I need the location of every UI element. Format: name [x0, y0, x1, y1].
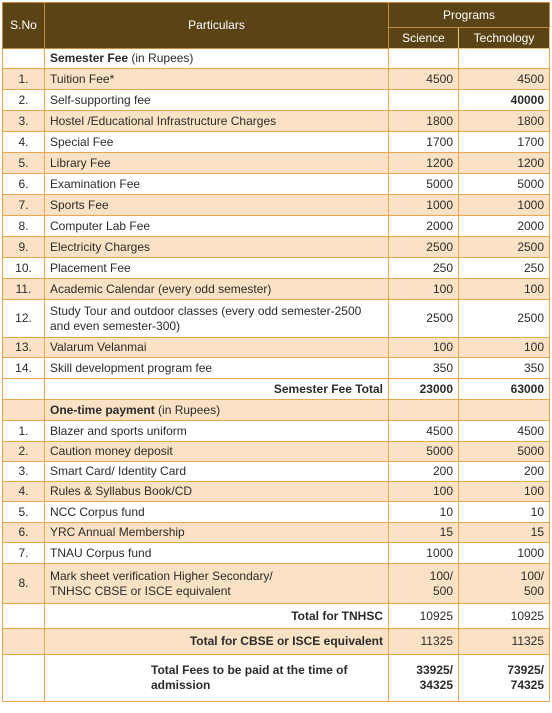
row-technology-value: 5000 [459, 174, 550, 195]
header-particulars: Particulars [45, 3, 389, 49]
table-row [3, 358, 550, 379]
row-sno: 10. [3, 258, 45, 279]
row-sno: 4. [3, 482, 45, 502]
tnhsc-total-label: Total for TNHSC [45, 604, 389, 629]
table-row [3, 111, 550, 132]
row-science-value: 5000 [389, 442, 459, 462]
table-row [3, 153, 550, 174]
row8-technology-line2: 500 [523, 583, 545, 598]
row-technology-value: 100 [459, 338, 550, 358]
row-particular: Examination Fee [45, 174, 389, 195]
row-particular: Rules & Syllabus Book/CD [45, 482, 389, 502]
row-particular: Computer Lab Fee [45, 216, 389, 237]
empty-cell [3, 629, 45, 655]
final-total-row [3, 655, 550, 702]
row-particular: NCC Corpus fund [45, 502, 389, 523]
row-particular: Special Fee [45, 132, 389, 153]
header-sno: S.No [3, 3, 45, 49]
header-programs: Programs [389, 3, 550, 28]
row-science-value: 1800 [389, 111, 459, 132]
row-technology-value: 1000 [459, 195, 550, 216]
semester-unit: (in Rupees) [131, 51, 194, 65]
row-sno: 6. [3, 523, 45, 543]
onetime-unit: (in Rupees) [158, 402, 221, 417]
row8-technology-line1: 100/ [520, 568, 545, 583]
table-row [3, 174, 550, 195]
row-sno: 9. [3, 237, 45, 258]
row-science-value: 2000 [389, 216, 459, 237]
row-sno: 2. [3, 442, 45, 462]
table-row [3, 195, 550, 216]
row-particular: Valarum Velanmai [45, 338, 389, 358]
row-sno: 6. [3, 174, 45, 195]
empty-cell [459, 400, 550, 421]
semester-section-title [45, 49, 389, 69]
row-particular: Hostel /Educational Infrastructure Charges [45, 111, 389, 132]
row-science-value: 100 [389, 338, 459, 358]
tnhsc-total-technology: 10925 [459, 604, 550, 629]
final-total-technology [459, 655, 550, 702]
row-technology-value: 100 [459, 482, 550, 502]
empty-cell [3, 604, 45, 629]
table-row [3, 523, 550, 543]
row-science-value: 100 [389, 482, 459, 502]
semester-section-header [3, 49, 550, 69]
row-science-value: 2500 [389, 300, 459, 338]
row8-line1: Mark sheet verification Higher Secondary/ [50, 568, 273, 583]
table-row [3, 421, 550, 442]
final-technology-line2: 74325 [510, 678, 545, 692]
final-total-label [45, 655, 389, 702]
row-sno: 1. [3, 421, 45, 442]
row-technology-value: 1800 [459, 111, 550, 132]
row-particular [45, 564, 389, 604]
fee-structure-table [2, 2, 550, 702]
final-technology-line1: 73925/ [507, 663, 545, 677]
row-science-value: 250 [389, 258, 459, 279]
row-science-value: 200 [389, 462, 459, 482]
table-row [3, 132, 550, 153]
table-row [3, 482, 550, 502]
row-technology-value: 1200 [459, 153, 550, 174]
row-technology-value: 4500 [459, 421, 550, 442]
row-particular: Self-supporting fee [45, 90, 389, 111]
row-science-value: 15 [389, 523, 459, 543]
table-row [3, 462, 550, 482]
row-technology-value: 10 [459, 502, 550, 523]
row-sno: 8. [3, 564, 45, 604]
row-sno: 11. [3, 279, 45, 300]
row-particular: Electricity Charges [45, 237, 389, 258]
tnhsc-total-row [3, 604, 550, 629]
header-technology: Technology [459, 28, 550, 49]
onetime-title: One-time payment [50, 402, 155, 417]
row-particular: Placement Fee [45, 258, 389, 279]
empty-cell [389, 49, 459, 69]
row-science-value: 5000 [389, 174, 459, 195]
table-row [3, 237, 550, 258]
row-technology-value: 250 [459, 258, 550, 279]
table-row [3, 564, 550, 604]
row-technology-value [459, 564, 550, 604]
row-science-value: 10 [389, 502, 459, 523]
header-science: Science [389, 28, 459, 49]
semester-total-row [3, 379, 550, 400]
row-particular: YRC Annual Membership [45, 523, 389, 543]
final-label-line2: admission [151, 678, 211, 692]
row-particular: TNAU Corpus fund [45, 543, 389, 564]
table-row [3, 543, 550, 564]
semester-title: Semester Fee [50, 51, 129, 65]
table-row [3, 69, 550, 90]
row-science-value: 4500 [389, 69, 459, 90]
row-sno: 2. [3, 90, 45, 111]
final-science-line1: 33925/ [416, 663, 453, 677]
row-sno: 5. [3, 502, 45, 523]
empty-cell [459, 49, 550, 69]
semester-total-technology: 63000 [459, 379, 550, 400]
row-technology-value: 15 [459, 523, 550, 543]
row-technology-value: 4500 [459, 69, 550, 90]
row-sno: 7. [3, 543, 45, 564]
row-particular: Smart Card/ Identity Card [45, 462, 389, 482]
empty-cell [3, 655, 45, 702]
row-particular: Library Fee [45, 153, 389, 174]
cbse-total-technology: 11325 [459, 629, 550, 655]
semester-total-science: 23000 [389, 379, 459, 400]
row-sno: 13. [3, 338, 45, 358]
row-science-value: 1000 [389, 543, 459, 564]
cbse-total-row [3, 629, 550, 655]
row-science-value: 2500 [389, 237, 459, 258]
row-technology-value: 1000 [459, 543, 550, 564]
row-science-value: 1000 [389, 195, 459, 216]
row-sno: 8. [3, 216, 45, 237]
row-sno: 12. [3, 300, 45, 338]
row8-science-line2: 500 [432, 583, 453, 598]
tnhsc-total-science: 10925 [389, 604, 459, 629]
row-technology-value: 100 [459, 279, 550, 300]
row8-line2: TNHSC CBSE or ISCE equivalent [50, 583, 231, 598]
table-row [3, 502, 550, 523]
table-row [3, 216, 550, 237]
table-row [3, 338, 550, 358]
row-sno: 5. [3, 153, 45, 174]
row-science-value [389, 90, 459, 111]
row-sno: 3. [3, 111, 45, 132]
onetime-section-header [3, 400, 550, 421]
final-label-line1: Total Fees to be paid at the time of [151, 663, 348, 677]
row-particular: Study Tour and outdoor classes (every odd semester-2500 and even semester-300) [45, 300, 389, 338]
row-technology-value: 5000 [459, 442, 550, 462]
row-science-value: 1700 [389, 132, 459, 153]
table-row [3, 258, 550, 279]
row-technology-value: 2500 [459, 300, 550, 338]
row-particular: Sports Fee [45, 195, 389, 216]
onetime-section-title [45, 400, 389, 421]
empty-cell [389, 400, 459, 421]
row-sno: 7. [3, 195, 45, 216]
row-science-value: 4500 [389, 421, 459, 442]
row-technology-value: 1700 [459, 132, 550, 153]
row-particular: Tuition Fee* [45, 69, 389, 90]
fee-structure-table-wrapper [2, 2, 550, 702]
table-row [3, 279, 550, 300]
row-science-value: 350 [389, 358, 459, 379]
row-particular: Caution money deposit [45, 442, 389, 462]
row-particular: Blazer and sports uniform [45, 421, 389, 442]
row-science-value: 100 [389, 279, 459, 300]
table-row [3, 300, 550, 338]
row-technology-value: 2500 [459, 237, 550, 258]
row-sno: 4. [3, 132, 45, 153]
section-sno-empty [3, 49, 45, 69]
row-sno: 14. [3, 358, 45, 379]
row-technology-value: 200 [459, 462, 550, 482]
empty-cell [3, 400, 45, 421]
semester-total-label: Semester Fee Total [45, 379, 389, 400]
fee-table-body [3, 49, 550, 702]
row-particular: Academic Calendar (every odd semester) [45, 279, 389, 300]
row-sno: 1. [3, 69, 45, 90]
final-science-line2: 34325 [419, 678, 453, 692]
final-total-science [389, 655, 459, 702]
empty-cell [3, 379, 45, 400]
cbse-total-science: 11325 [389, 629, 459, 655]
row-technology-value: 2000 [459, 216, 550, 237]
row-sno: 3. [3, 462, 45, 482]
row8-science-line1: 100/ [429, 568, 453, 583]
row-science-value: 1200 [389, 153, 459, 174]
table-row [3, 442, 550, 462]
cbse-total-label: Total for CBSE or ISCE equivalent [45, 629, 389, 655]
table-row [3, 90, 550, 111]
row-particular: Skill development program fee [45, 358, 389, 379]
row-science-value [389, 564, 459, 604]
row-technology-value: 40000 [459, 90, 550, 111]
row-technology-value: 350 [459, 358, 550, 379]
